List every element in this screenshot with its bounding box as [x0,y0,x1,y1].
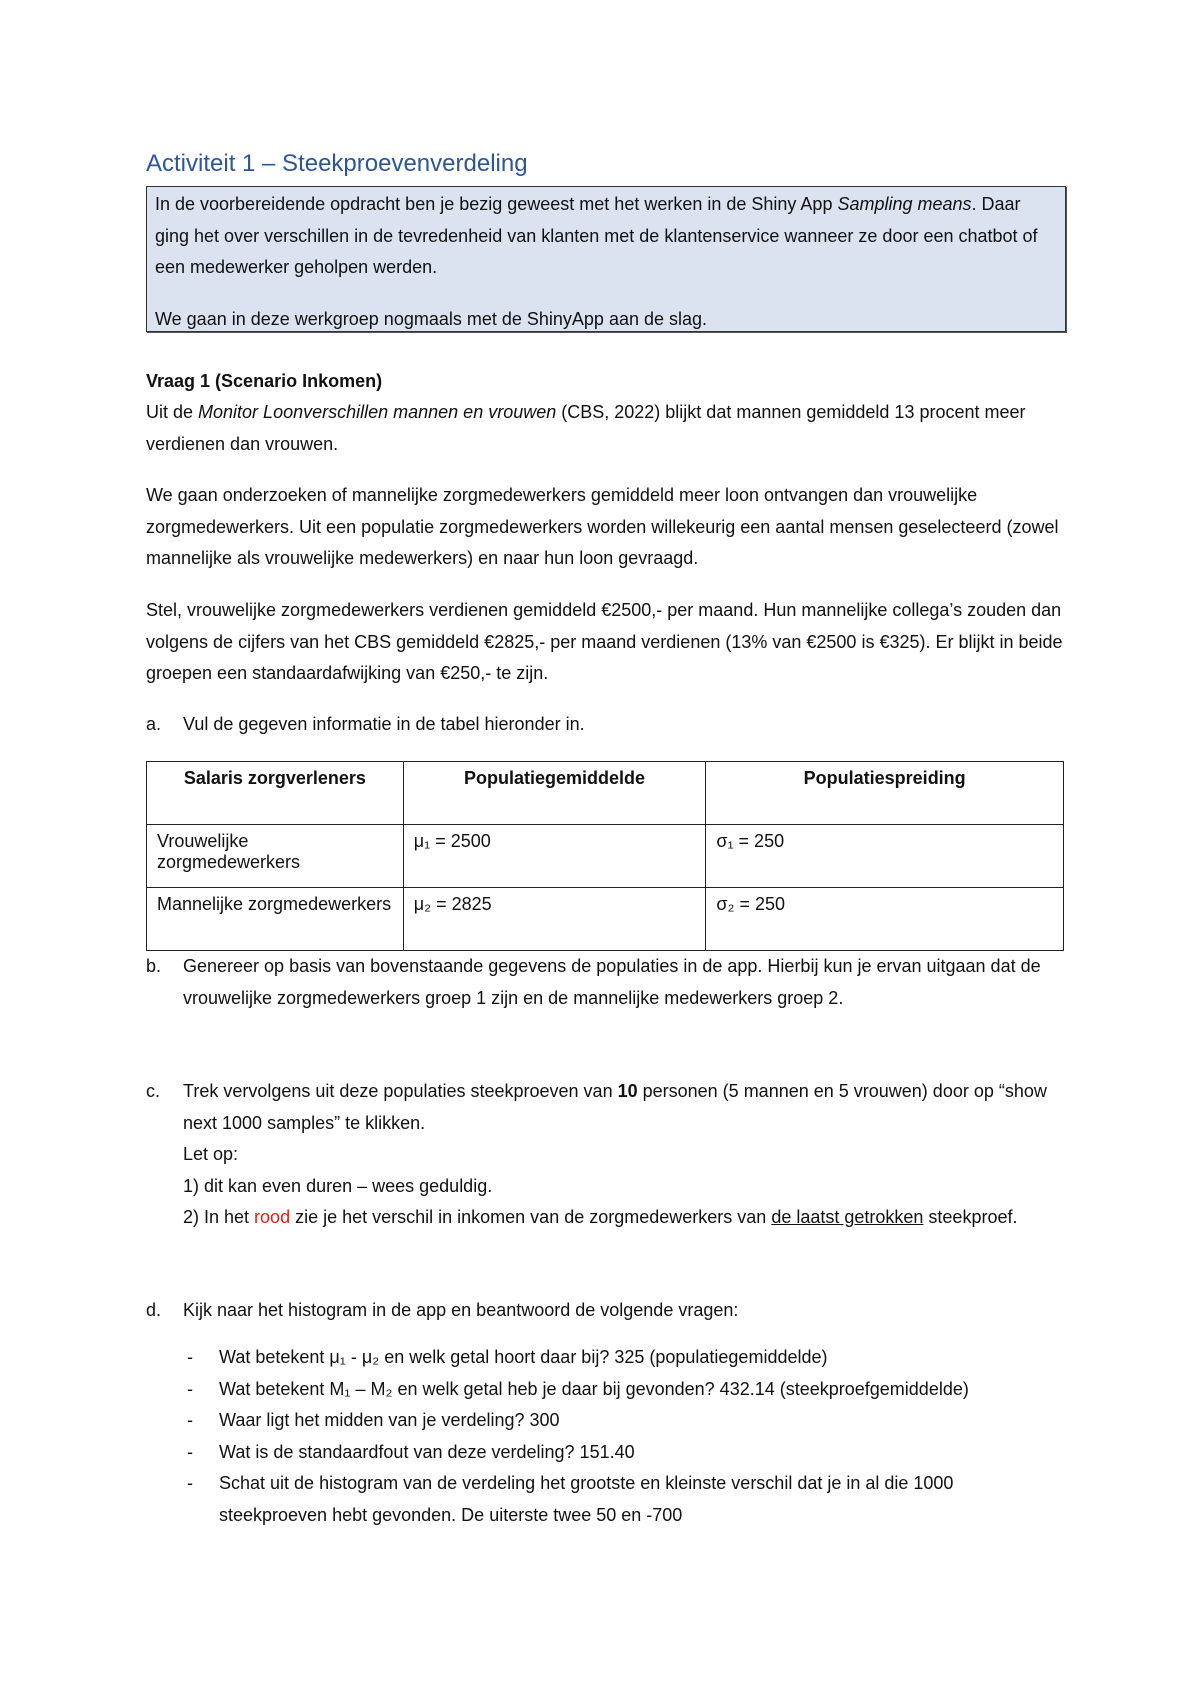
table-cell: Vrouwelijke zorgmedewerkers [147,825,404,888]
list-item: - Wat betekent μ₁ - μ₂ en welk getal hoort daar bij? 325 (populatiegemiddelde) [183,1342,1063,1374]
table-row [147,825,1064,888]
note-1: 1) dit kan even duren – wees geduldig. [183,1175,493,1196]
table-cell: Mannelijke zorgmedewerkers [147,888,404,951]
item-text: Genereer op basis van bovenstaande gegevens de populaties in de app. Hierbij kun je ervan uitgaan dat de vrouwelijke zorgmedewerkers groep 1 zijn en de mannelijke medewerkers groep 2. [183,956,1041,1008]
item-label: d. [146,1300,162,1320]
paragraph: We gaan onderzoeken of mannelijke zorgmedewerkers gemiddeld meer loon ontvangen dan vrouwelijke zorgmedewerkers. Uit een populatie zorgmedewerkers worden willekeurig een aantal mensen geselecteerd (zowel mannelijke als vrouwelijke medewerkers) en naar hun loon gevraagd. [146,485,1059,568]
item-text: Vul de gegeven informatie in de tabel hieronder in. [183,714,585,734]
table-cell: σ₂ = 250 [706,888,1064,951]
table-header-row [147,762,1064,825]
intro-paragraph-2: We gaan in deze werkgroep nogmaals met de ShinyApp aan de slag. [155,308,708,329]
question-d [146,1295,1064,1327]
answer-list [183,1342,1063,1531]
text: Uit de [146,402,199,422]
list-item: - Wat betekent M₁ – M₂ en welk getal heb je daar bij gevonden? 432.14 (steekproefgemiddelde) [183,1374,1063,1406]
list-item: - Waar ligt het midden van je verdeling? 300 [183,1405,1063,1437]
table-cell: σ₁ = 250 [706,825,1064,888]
question-a [146,709,1064,741]
list-item: - Wat is de standaardfout van deze verdeling? 151.40 [183,1437,1063,1469]
table-header: Salaris zorgverleners [147,762,404,825]
note-2 [183,1202,1064,1234]
item-label: b. [146,956,162,976]
text: (CBS, 2022) blijkt dat mannen gemiddeld 13 procent meer verdienen dan vrouwen. [146,402,1026,454]
sample-size: 10 [617,1081,638,1101]
section-title: Activiteit 1 – Steekproevenverdeling [146,150,528,177]
item-text: Kijk naar het histogram in de app en beantwoord de volgende vragen: [183,1300,739,1320]
text: zie je het verschil in inkomen van de zorgmedewerkers van [290,1207,772,1227]
app-name: Sampling means [837,194,972,214]
table-cell: μ₂ = 2825 [403,888,706,951]
intro-paragraph [155,189,1057,284]
source-title: Monitor Loonverschillen mannen en vrouwen [198,402,557,422]
intro-box [146,186,1066,332]
item-text [183,1076,1064,1139]
table-header: Populatiespreiding [706,762,1064,825]
text: personen (5 mannen en 5 vrouwen) door op “show next 1000 samples” te klikken. [183,1081,1047,1133]
paragraph: Stel, vrouwelijke zorgmedewerkers verdienen gemiddeld €2500,- per maand. Hun mannelijke collega’s zouden dan volgens de cijfers van het CBS gemiddeld €2825,- per maand verdienen (13% van €2500 is €325). Er blijkt in beide groepen een standaardafwijking van €250,- te zijn. [146,600,1063,683]
underlined-text: de laatst getrokken [771,1207,924,1227]
table-cell: μ₁ = 2500 [403,825,706,888]
text: 2) In het [183,1207,255,1227]
text: In de voorbereidende opdracht ben je bezig geweest met het werken in de Shiny App [155,194,838,214]
red-text: rood [254,1207,291,1227]
table-header: Populatiegemiddelde [403,762,706,825]
paragraph [146,397,1064,460]
item-label: a. [146,714,162,734]
salary-table [146,761,1064,951]
item-label: c. [146,1081,161,1101]
text: . Daar ging het over verschillen in de tevredenheid van klanten met de klantenservice wanneer ze door een chatbot of een medewerker geholpen werden. [155,194,1038,277]
question-heading: Vraag 1 (Scenario Inkomen) [146,371,383,391]
note-label: Let op: [183,1144,239,1164]
list-item: - Schat uit de histogram van de verdeling het grootste en kleinste verschil dat je in al die 1000 steekproeven hebt gevonden. De uiterste twee 50 en -700 [183,1468,1063,1531]
text: Trek vervolgens uit deze populaties steekproeven van [183,1081,618,1101]
text: steekproef. [923,1207,1018,1227]
question-b [146,951,1064,1014]
table-row [147,888,1064,951]
question-c [146,1076,1064,1234]
